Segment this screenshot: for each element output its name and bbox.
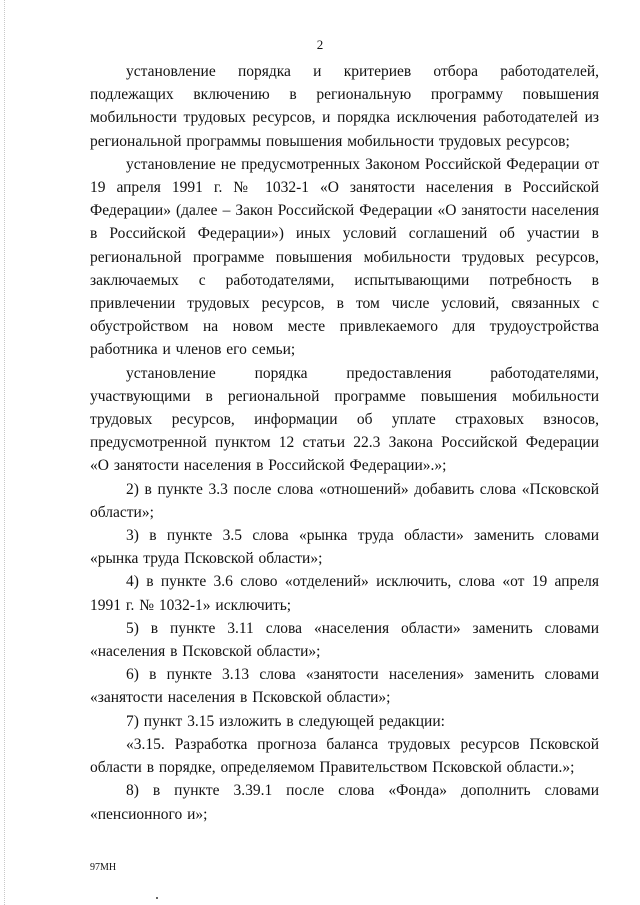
paragraph: 8) в пункте 3.39.1 после слова «Фонда» дополнить словами «пенсионного и»; [90,782,599,823]
paragraph: 6) в пункте 3.13 слова «занятости населения» заменить словами «занятости населения в Псковской области»; [90,666,599,707]
document-code: 97МН [90,862,117,873]
paragraph: установление не предусмотренных Законом Российской Федерации от 19 апреля 1991 г. № 1032-1 «О занятости населения в Российской Федерации» (далее – Закон Российской Федерации «О занятости населения в Российской Федерации») иных условий соглашений об участии в региональной программе повышения мобильности трудовых ресурсов, заключаемых с работодателями, испытывающими потребность в привлечении трудовых ресурсов, в том числе условий, связанных с обустройством на новом месте привлекаемого для трудоустройства работника и членов его семьи; [90,155,599,359]
paragraph: 4) в пункте 3.6 слово «отделений» исключить, слова «от 19 апреля 1991 г. № 1032-1» исключить; [90,573,599,614]
binding-edge-dots [4,0,6,905]
scan-speck [156,897,158,899]
page-number: 2 [316,37,324,52]
paragraph: 5) в пункте 3.11 слова «населения области» заменить словами «населения в Псковской области»; [90,619,599,661]
paragraph: 2) в пункте 3.3 после слова «отношений» добавить слова «Псковской области»; [90,480,599,521]
paragraph: 3) в пункте 3.5 слова «рынка труда области» заменить словами «рынка труда Псковской области»; [90,527,599,568]
paragraph: установление порядка предоставления работодателями, участвующими в региональной программе повышения мобильности трудовых ресурсов, информации об уплате страховых взносов, предусмотренной пунктом 12 статьи 22.3 Закона Российской Федерации «О занятости населения в Российской Федерации».»; [90,364,599,475]
paragraph: установление порядка и критериев отбора работодателей, подлежащих включению в региональную программу повышения мобильности трудовых ресурсов, и порядка исключения работодателей из региональной программы повышения мобильности трудовых ресурсов; [90,63,599,150]
paragraph: «3.15. Разработка прогноза баланса трудовых ресурсов Псковской области в порядке, определяемом Правительством Псковской области.»; [90,735,599,777]
paragraph: 7) пункт 3.15 изложить в следующей редакции: [126,712,445,730]
document-body [90,60,599,826]
